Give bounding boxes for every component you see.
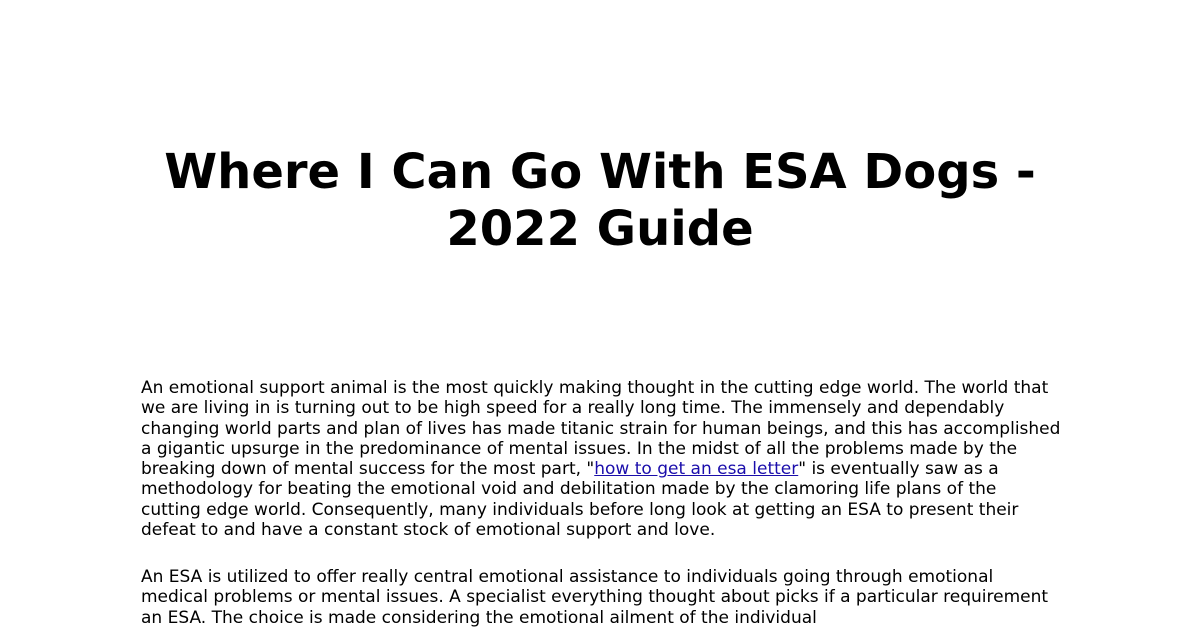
page-title: Where I Can Go With ESA Dogs - 2022 Guide	[164, 144, 1036, 257]
esa-letter-link[interactable]: how to get an esa letter	[594, 459, 799, 480]
paragraph-1-text-before-link: An emotional support animal is the most quickly making thought in the cutting edge world. The world that we are living in is turning out to be high speed for a really long time. The immensely and dependably changing world parts and plan of lives has made titanic strain for human beings, and this has accomplished a gigantic upsurge in the predominance of mental issues. In the midst of all the problems made by the breaking down of mental success for the most part, "	[141, 378, 1061, 480]
article-paragraph-1	[141, 378, 1061, 540]
article-paragraph-2: An ESA is utilized to offer really central emotional assistance to individuals going through emotional medical problems or mental issues. A specialist everything thought about picks if a particular requirement an ESA. The choice is made considering the emotional ailment of the individual	[141, 567, 1049, 628]
paragraph-1-text-after-link: " is eventually saw as a methodology for beating the emotional void and debilitation made by the clamoring life plans of the cutting edge world. Consequently, many individuals before long look at getting an ESA to present their defeat to and have a constant stock of emotional support and love.	[141, 459, 1019, 541]
